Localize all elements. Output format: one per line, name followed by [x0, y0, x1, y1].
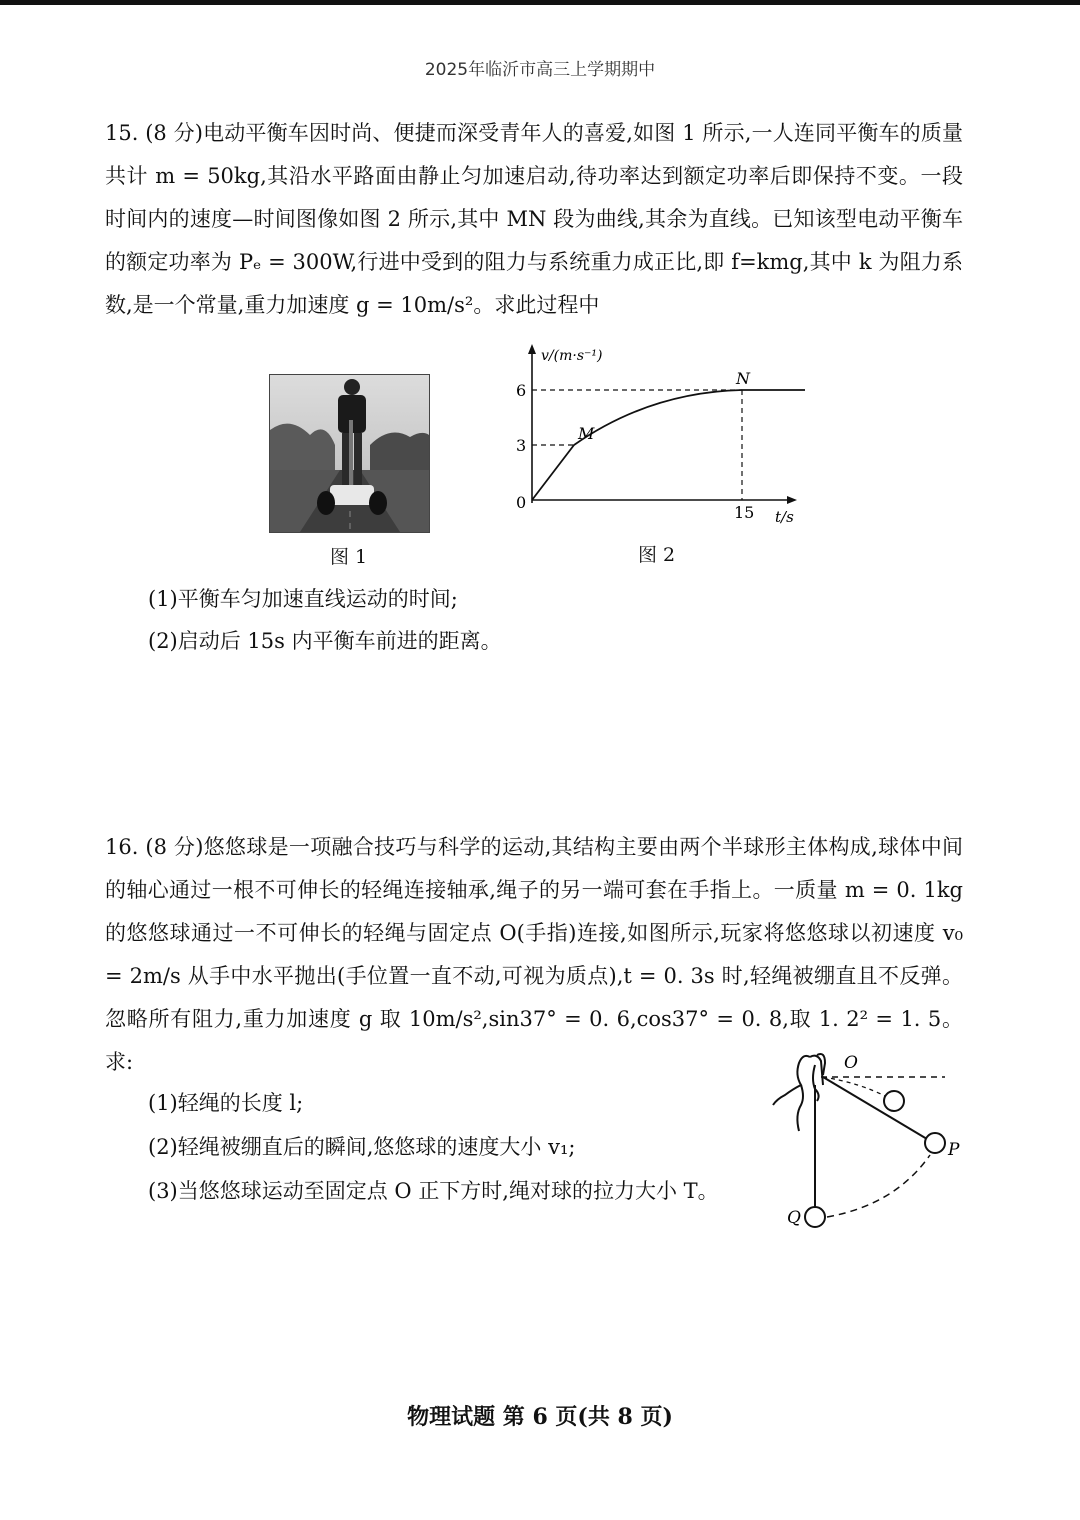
yoyo-ball-p: [925, 1133, 945, 1153]
velocity-series-line: [532, 390, 805, 500]
fig1-caption: 图 1: [330, 546, 368, 568]
y-axis-arrow: [528, 344, 536, 354]
label-q: Q: [787, 1208, 801, 1228]
page-header: 2025年临沂市高三上学期期中: [424, 60, 656, 80]
y-tick-6: 6: [516, 381, 527, 400]
y-tick-0: 0: [516, 493, 527, 512]
yoyo-ball-start: [884, 1091, 904, 1111]
q16-sub2: (2)轻绳被绷直后的瞬间,悠悠球的速度大小 v₁;: [148, 1135, 576, 1159]
y-axis-label: v/(m·s⁻¹): [541, 348, 603, 364]
rope-op: [823, 1077, 927, 1139]
q16-text: 16. (8 分)悠悠球是一项融合技巧与科学的运动,其结构主要由两个半球形主体构成,球体中间的轴心通过一根不可伸长的轻绳连接轴承,绳子的另一端可套在手指上。一质量 m = 0. 1kg 的悠悠球通过一不可伸长的轻绳与固定点 O(手指)连接,如图所示,玩家将悠悠球以初速度 v₀ = 2m/s 从手中水平抛出(手位置一直不动,可视为质点),t = 0. 3s 时,轻绳被绷直且不反弹。忽略所有阻力,重力加速度 g 取 10m/s²,sin37° = 0. 6,cos37° = 0. 8,取 1. 2² = 1. 5。求:: [105, 835, 963, 1074]
q15-sub2: (2)启动后 15s 内平衡车前进的距离。: [148, 629, 502, 653]
label-o: O: [844, 1053, 858, 1073]
page-footer: 物理试题 第 6 页(共 8 页): [407, 1404, 673, 1430]
point-n-label: N: [736, 369, 750, 388]
q15-text: 15. (8 分)电动平衡车因时尚、便捷而深受青年人的喜爱,如图 1 所示,一人连同平衡车的质量共计 m = 50kg,其沿水平路面由静止匀加速启动,待功率达到额定功率后即保持不变。一段时间内的速度—时间图像如图 2 所示,其中 MN 段为曲线,其余为直线。已知该型电动平衡车的额定功率为 Pₑ = 300W,行进中受到的阻力与系统重力成正比,即 f=kmg,其中 k 为阻力系数,是一个常量,重力加速度 g = 10m/s²。求此过程中: [105, 121, 963, 317]
point-m-label: M: [578, 424, 595, 443]
label-p: P: [948, 1140, 960, 1160]
fig2-caption: 图 2: [638, 544, 676, 566]
x-tick-15: 15: [734, 503, 755, 522]
q16-sub1: (1)轻绳的长度 l;: [148, 1091, 304, 1115]
yoyo-diagram: [765, 1045, 970, 1235]
y-tick-3: 3: [516, 436, 527, 455]
x-axis-label: t/s: [775, 508, 794, 526]
vt-chart: [505, 340, 805, 530]
yoyo-ball-q: [805, 1207, 825, 1227]
q15-sub1: (1)平衡车匀加速直线运动的时间;: [148, 587, 458, 611]
q16-sub3: (3)当悠悠球运动至固定点 O 正下方时,绳对球的拉力大小 T。: [148, 1179, 719, 1203]
balance-car-photo: [269, 374, 430, 533]
top-border: [0, 0, 1080, 5]
x-axis-arrow: [787, 496, 797, 504]
